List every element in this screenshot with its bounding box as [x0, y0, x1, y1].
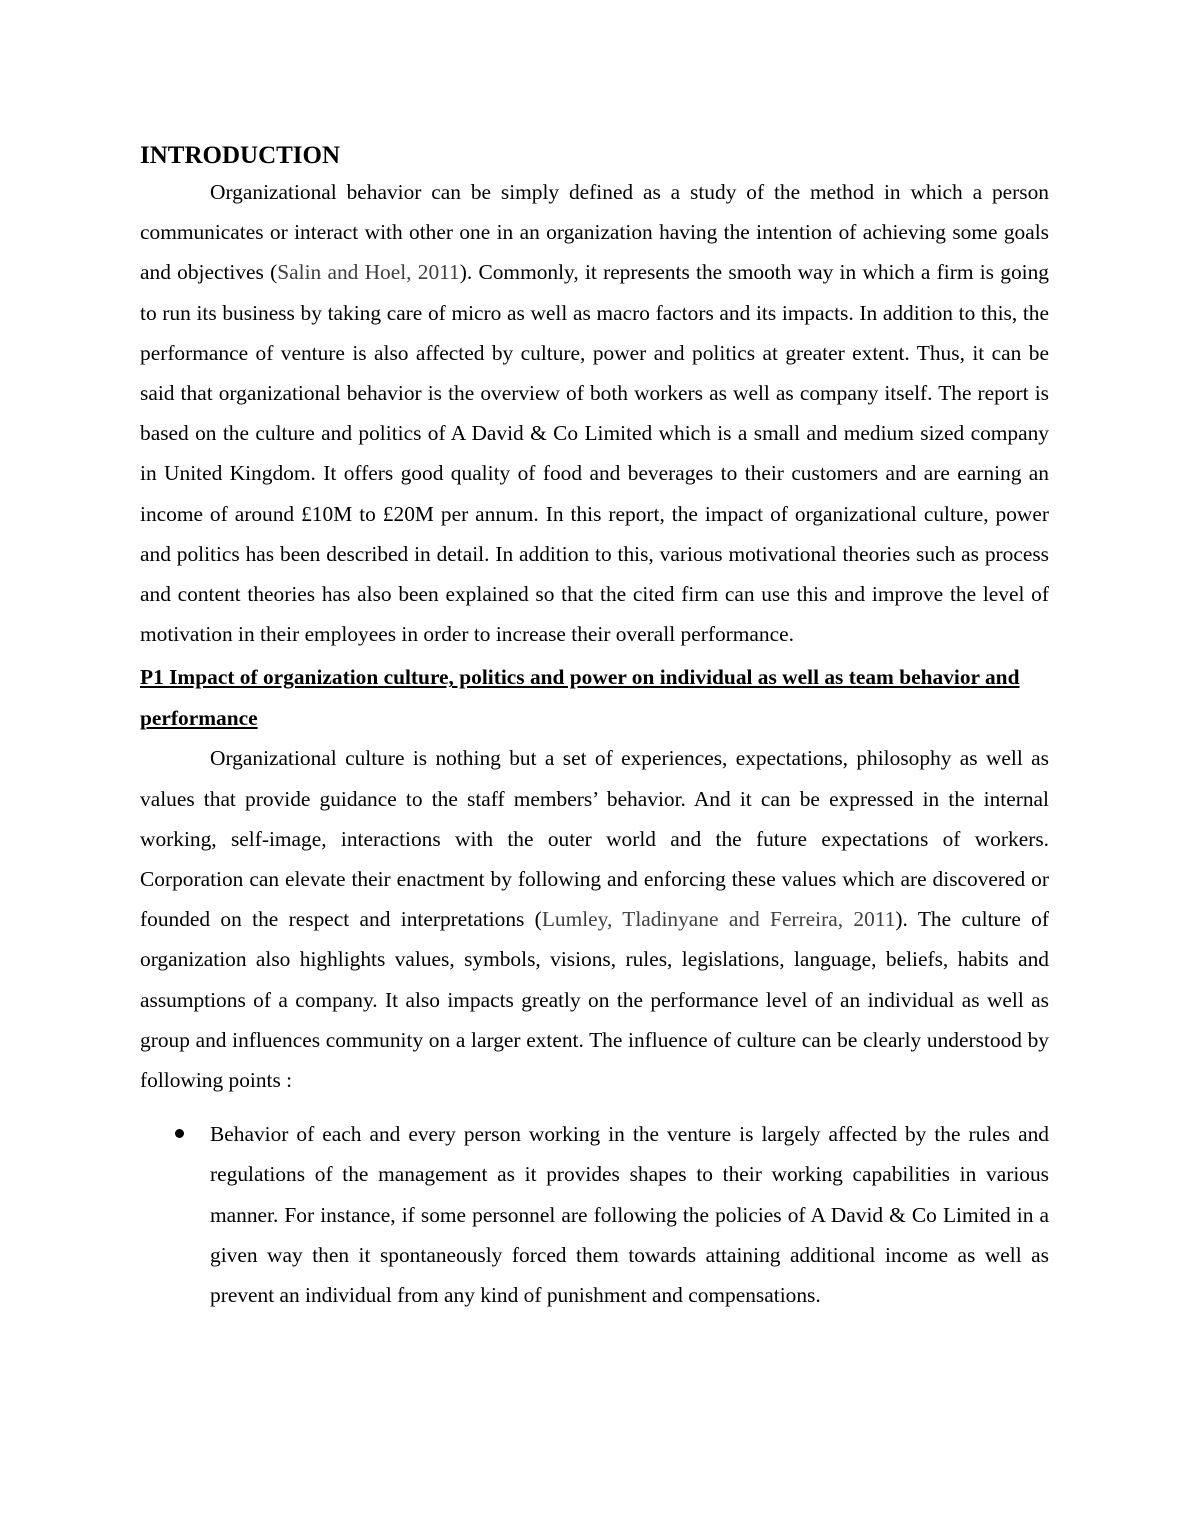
p1-section-heading: P1 Impact of organization culture, politics and power on individual as well as team behavior and performance: [140, 665, 1020, 730]
introduction-text-end: ). Commonly, it represents the smooth way in which a firm is going to run its business by taking care of micro as well as macro factors and its impacts. In addition to this, the performance of venture is also affected by culture, power and politics at greater extent. Thus, it can be said that organizational behavior is the overview of both workers as well as company itself. The report is based on the culture and politics of A David & Co Limited which is a small and medium sized company in United Kingdom. It offers good quality of food and beverages to their customers and are earning an income of around £10M to £20M per annum. In this report, the impact of organizational culture, power and politics has been described in detail. In addition to this, various motivational theories such as process and content theories has also been explained so that the cited firm can use this and improve the level of motivation in their employees in order to increase their overall performance.: [140, 260, 1049, 647]
introduction-heading: INTRODUCTION: [140, 142, 341, 169]
p1-section-paragraph: [140, 738, 1049, 1100]
p1-text-start: Organizational culture is nothing but a set of experiences, expectations, philosophy as well as values that provide guidance to the staff members’ behavior. And it can be expressed in the internal working, self-image, interactions with the outer world and the future expectations of workers. Corporation can elevate their enactment by following and enforcing these values which are discovered or founded on the respect and interpretations (: [140, 746, 1049, 932]
introduction-text-start: Organizational behavior can be simply defined as a study of the method in which a person communicates or interact with other one in an organization having the intention of achieving some goals and objectives (: [140, 180, 1049, 285]
culture-influence-list: [140, 1114, 1049, 1315]
citation-lumley: Lumley, Tladinyane and Ferreira, 2011: [541, 907, 896, 932]
list-item-text: Behavior of each and every person working in the venture is largely affected by the rules and regulations of the management as it provides shapes to their working capabilities in various manner. For instance, if some personnel are following the policies of A David & Co Limited in a given way then it spontaneously forced them towards attaining additional income as well as prevent an individual from any kind of punishment and compensations.: [210, 1122, 1049, 1308]
citation-salin-hoel: Salin and Hoel, 2011: [277, 260, 460, 285]
list-item: [140, 1114, 1049, 1315]
bullet-icon: [175, 1129, 184, 1138]
introduction-paragraph: [140, 172, 1049, 654]
p1-text-end: ). The culture of organization also highlights values, symbols, visions, rules, legislations, language, beliefs, habits and assumptions of a company. It also impacts greatly on the performance level of an individual as well as group and influences community on a larger extent. The influence of culture can be clearly understood by following points :: [140, 907, 1049, 1093]
document-page: [140, 140, 1049, 1315]
